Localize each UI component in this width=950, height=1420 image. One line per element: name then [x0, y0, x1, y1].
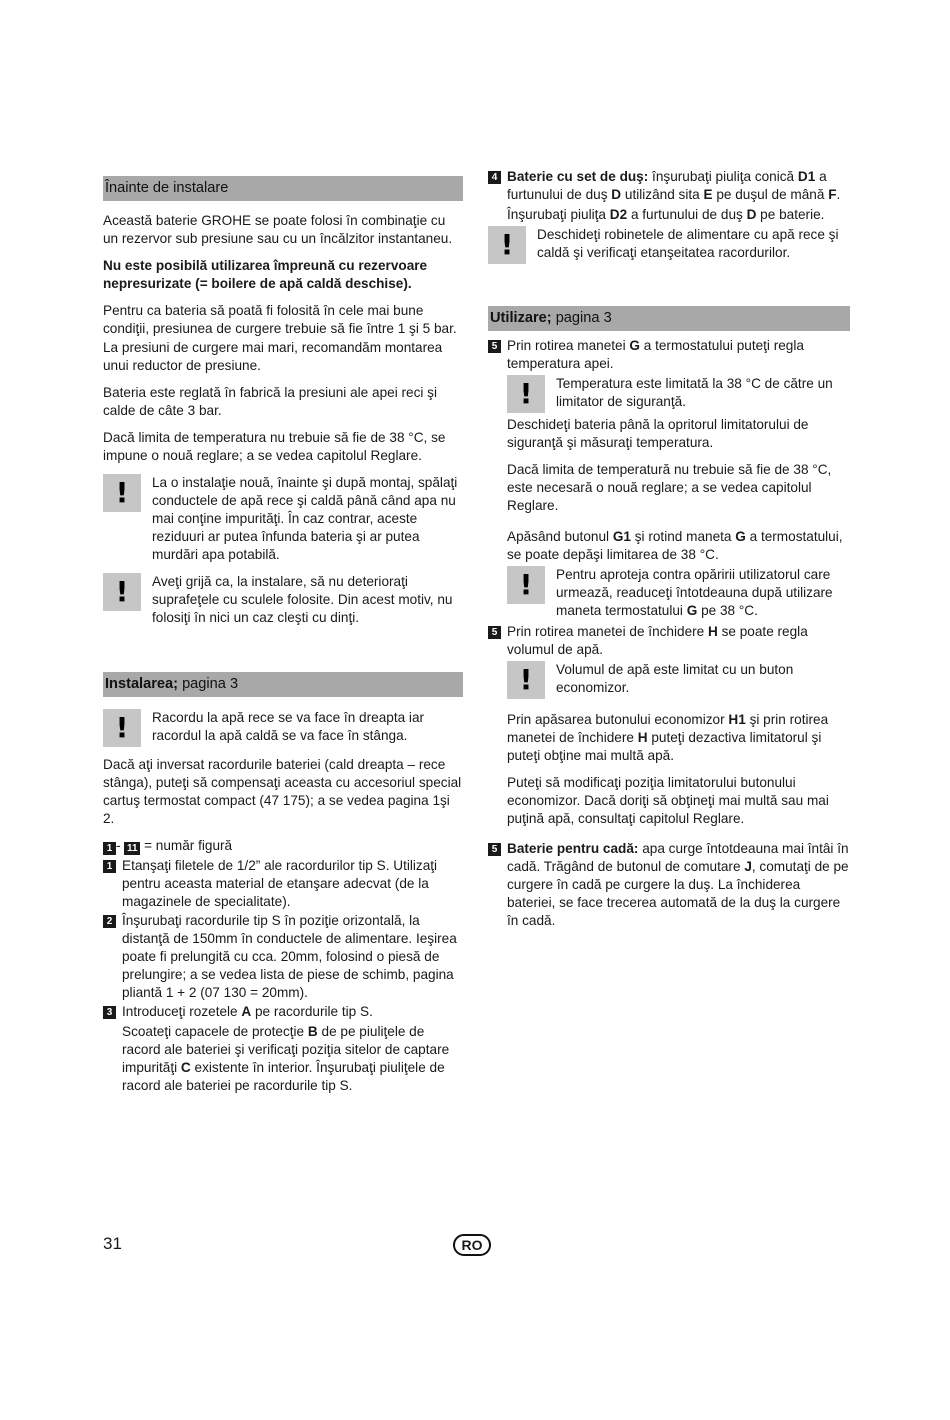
left-column [103, 168, 463, 1095]
language-badge: RO [453, 1234, 491, 1256]
paragraph-modify-limiter: Puteţi să modificaţi poziţia limitatorului butonului economizor. Dacă doriţi să obţineţi mai multă sau mai puţină apă, consultaţi capitolul Reglare. [507, 775, 829, 826]
step-number-badge: 3 [103, 1006, 116, 1019]
page-number: 31 [103, 1234, 122, 1253]
paragraph-factory-setting: Bateria este reglată în fabrică la presiuni ale apei reci şi calde de câte 3 bar. [103, 385, 437, 418]
warning-icon: ! [103, 474, 141, 512]
paragraph-deactivate-limiter: Prin apăsarea butonului economizor H1 şi prin rotirea manetei de închidere H puteţi dezactiva limitatorul şi puteţi obţine mai multă apă. [507, 712, 829, 763]
step-number-badge: 5 [488, 843, 501, 856]
step-3: 3 Introduceţi rozetele A pe racordurile tip S. [103, 1003, 463, 1021]
section-header-before-installation: Înainte de instalare [103, 176, 463, 201]
warning-check-seals: ! Deschideţi robinetele de alimentare cu apă rece şi caldă şi verificaţi etanşeitatea racordurilor. [488, 226, 850, 264]
figure-badge-from: 1 [103, 842, 116, 855]
section-header-operation: Utilizare; pagina 3 [488, 306, 850, 331]
warning-economizer: ! Volumul de apă este limitat cu un buton economizor. [488, 661, 850, 699]
step-5-temperature: 5 Prin rotirea manetei G a termostatului puteţi regla temperatura apei. [488, 337, 850, 373]
figure-legend: 1 - 11 = număr figură [103, 837, 463, 855]
step-1: 1 Etanşaţi filetele de 1/2” ale racordurilor tip S. Utilizaţi pentru aceasta material de etanşare adecvat (de la magazinele de specialitate). [103, 857, 463, 911]
paragraph-new-adjustment: Dacă limita de temperatură nu trebuie să fie de 38 °C, este necesară o nouă reglare; a se vedea capitolul Reglare. [507, 462, 832, 513]
paragraph-pressure-reducer: La presiuni de curgere mai mari, recomandăm montarea unui reductor de presiune. [103, 340, 443, 373]
step-4: 4 Baterie cu set de duş: înşurubaţi piuliţa conică D1 a furtunului de duş D utilizând sita E pe duşul de mână F. [488, 168, 850, 204]
step-3-detail: Scoateţi capacele de protecţie B de pe piuliţele de racord ale bateriei şi verificaţi poziţia sitelor de captare impurităţi C existente în interior. Înşurubaţi piuliţele de racord ale bateriei pe racordurile tip S. [122, 1024, 450, 1093]
step-5-volume: 5 Prin rotirea manetei de închidere H se poate regla volumul de apă. [488, 623, 850, 659]
paragraph-override-limit: Apăsând butonul G1 şi rotind maneta G a termostatului, se poate depăşi limitarea de 38 °C. [507, 529, 843, 562]
step-number-badge: 2 [103, 915, 116, 928]
paragraph-not-possible: Nu este posibilă utilizarea împreună cu rezervoare nepresurizate (= boilere de apă caldă deschise). [103, 258, 428, 291]
paragraph-reversed-connections: Dacă aţi inversat racordurile bateriei (cald dreapta – rece stânga), puteţi să compensaţi aceasta cu accesoriul special cartuş termostat compact (47 175); a se vedea pagina 1şi 2. [103, 757, 462, 826]
warning-surfaces: ! Aveţi grijă ca, la instalare, să nu deterioraţi suprafeţele cu sculele folosite. Din acest motiv, nu folosiţi în nici un caz cleşti cu dinţi. [103, 573, 463, 627]
step-5-bathtub: 5 Baterie pentru cadă: apa curge întotdeauna mai întâi în cadă. Trăgând de butonul de comutare J, comutaţi de pe curgere în cadă pe curgere la duş. La închiderea bateriei, se face trecerea automată de la duş la curgere în cadă. [488, 840, 850, 930]
warning-icon: ! [103, 709, 141, 747]
paragraph-flow-pressure: Pentru ca bateria să poată fi folosită în cele mai bune condiţii, presiunea de curgere trebuie să fie între 1 şi 5 bar. [103, 303, 457, 336]
warning-icon: ! [507, 661, 545, 699]
step-number-badge: 1 [103, 860, 116, 873]
warning-flush-pipes: ! La o instalaţie nouă, înainte şi după montaj, spălaţi conductele de apă rece şi caldă până când apa nu mai conţine impurităţi. În caz contrar, aceste reziduuri ar putea înfunda bateria şi ar putea murdări apa potabilă. [103, 474, 463, 564]
step-number-badge: 5 [488, 626, 501, 639]
warning-icon: ! [507, 375, 545, 413]
step-number-badge: 5 [488, 340, 501, 353]
step-4-detail: Înşurubaţi piuliţa D2 a furtunului de duş D pe baterie. [507, 207, 825, 222]
paragraph-temperature-limit: Dacă limita de temperatura nu trebuie să fie de 38 °C, se impune o nouă reglare; a se vedea capitolul Reglare. [103, 430, 446, 463]
section-header-installation: Instalarea; pagina 3 [103, 672, 463, 697]
step-2: 2 Înşurubaţi racordurile tip S în poziţie orizontală, la distanţă de 150mm în conductele de alimentare. Ieşirea poate fi prelungită cu cca. 20mm, folosind o piesă de prelungire; a se vedea lista de piese de schimb, pagina pliantă 1 + 2 (07 130 = 20mm). [103, 912, 463, 1002]
warning-icon: ! [103, 573, 141, 611]
warning-scald-protection: ! Pentru aproteja contra opăririi utilizatorul care urmează, readuceţi întotdeauna după utilizare maneta termostatului G pe 38 °C. [488, 566, 850, 620]
warning-connections: ! Racordu la apă rece se va face în dreapta iar racordul la apă caldă se va face în stânga. [103, 709, 463, 747]
warning-temperature-limit: ! Temperatura este limitată la 38 °C de către un limitator de siguranţă. [488, 375, 850, 413]
paragraph-compatibility: Această baterie GROHE se poate folosi în combinaţie cu un rezervor sub presiune sau cu un încălzitor instantaneu. [103, 213, 453, 246]
right-column [488, 168, 850, 931]
figure-badge-to: 11 [124, 842, 140, 855]
step-number-badge: 4 [488, 171, 501, 184]
warning-icon: ! [507, 566, 545, 604]
warning-icon: ! [488, 226, 526, 264]
paragraph-measure-temperature: Deschideţi bateria până la opritorul limitatorului de siguranţă şi măsuraţi temperatura. [507, 417, 809, 450]
